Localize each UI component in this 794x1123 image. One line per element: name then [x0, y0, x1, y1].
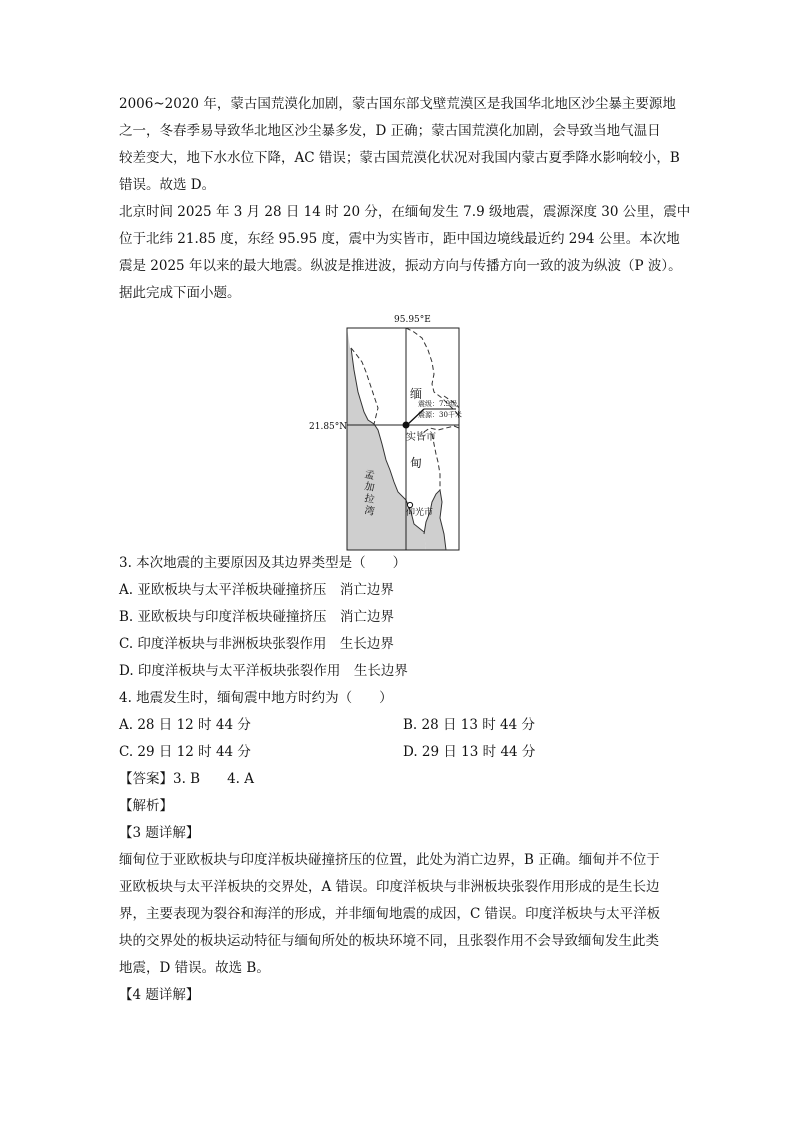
epicenter-city-label: 实皆市 [406, 432, 436, 443]
question-3-option-d: D. 印度洋板块与太平洋板块张裂作用 生长边界 [119, 663, 408, 679]
yangon-label: 仰光市 [406, 508, 434, 518]
passage-2-line: 据此完成下面小题。 [119, 285, 241, 301]
bay-label-1: 孟 [363, 469, 376, 483]
q3-detail-line: 缅甸位于亚欧板块与印度洋板块碰撞挤压的位置，此处为消亡边界，B 正确。缅甸并不位于 [119, 852, 660, 868]
passage-1-line: 错误。故选 D。 [119, 177, 216, 193]
passage-2-line: 震是 2025 年以来的最大地震。纵波是推进波，振动方向与传播方向一致的波为纵波（P 波）。 [119, 258, 682, 274]
q3-detail-line: 亚欧板块与太平洋板块的交界处，A 错误。印度洋板块与非洲板块张裂作用形成的是生长边 [119, 879, 660, 895]
question-3 [119, 553, 679, 693]
question-4-option-a: A. 28 日 12 时 44 分 [119, 717, 251, 733]
passage-1-line: 之一，冬春季易导致华北地区沙尘暴多发，D 正确；蒙古国荒漠化加剧，会导致当地气温日 [119, 123, 661, 139]
question-4-option-c: C. 29 日 12 时 44 分 [119, 744, 251, 760]
magnitude-label: 震级：7.9级 [418, 400, 458, 408]
answer-text: 3. B 4. A [173, 771, 255, 787]
q4-detail-label: 【4 题详解】 [119, 987, 200, 1003]
question-3-option-a: A. 亚欧板块与太平洋板块碰撞挤压 消亡边界 [119, 582, 394, 598]
passage-2-line: 北京时间 2025 年 3 月 28 日 14 时 20 分，在缅甸发生 7.9 级地震，震源深度 30 公里，震中 [119, 204, 691, 220]
answer-label: 【答案】 [119, 771, 173, 787]
bay-label-4: 湾 [363, 505, 376, 519]
passage-1-line: 2006~2020 年，蒙古国荒漠化加剧，蒙古国东部戈壁荒漠区是我国华北地区沙尘暴主要源地 [119, 96, 676, 112]
passage-2-line: 位于北纬 21.85 度，东经 95.95 度，震中为实皆市，距中国边境线最近约 294 公里。本次地 [119, 231, 680, 247]
analysis-label: 【解析】 [119, 798, 173, 814]
country-label-1: 缅 [410, 387, 423, 401]
question-3-option-c: C. 印度洋板块与非洲板块张裂作用 生长边界 [119, 636, 394, 652]
question-4 [119, 688, 679, 768]
epicenter-marker [403, 422, 410, 429]
q3-detail-line: 块的交界处的板块运动特征与缅甸所处的板块环境不同，且张裂作用不会导致缅甸发生此类 [119, 933, 659, 949]
question-3-option-b: B. 亚欧板块与印度洋板块碰撞挤压 消亡边界 [119, 609, 395, 625]
map-svg [306, 312, 470, 550]
question-4-stem: 4. 地震发生时，缅甸震中地方时约为（ ） [119, 690, 393, 706]
bay-label-2: 加 [363, 481, 376, 495]
yangon-marker [407, 502, 412, 507]
q3-detail-line: 地震，D 错误。故选 B。 [119, 960, 270, 976]
question-4-option-d: D. 29 日 13 时 44 分 [403, 744, 536, 760]
latitude-label: 21.85°N [309, 422, 348, 432]
q3-detail-label: 【3 题详解】 [119, 825, 200, 841]
answer-line [119, 769, 254, 789]
passage-2 [119, 202, 691, 312]
question-3-stem: 3. 本次地震的主要原因及其边界类型是（ ） [119, 555, 407, 571]
longitude-label: 95.95°E [394, 315, 431, 325]
bay-label-3: 拉 [363, 493, 376, 507]
depth-label: 震源：30千米 [418, 411, 462, 419]
passage-1 [119, 94, 679, 204]
country-label-2: 甸 [410, 456, 423, 470]
answer-section [119, 769, 679, 1009]
passage-1-line: 较差变大，地下水水位下降，AC 错误；蒙古国荒漠化状况对我国内蒙古夏季降水影响较小，B [119, 150, 680, 166]
q3-detail-line: 界，主要表现为裂谷和海洋的形成，并非缅甸地震的成因，C 错误。印度洋板块与太平洋板 [119, 906, 661, 922]
question-4-option-b: B. 28 日 13 时 44 分 [403, 717, 535, 733]
myanmar-earthquake-map [306, 312, 470, 550]
